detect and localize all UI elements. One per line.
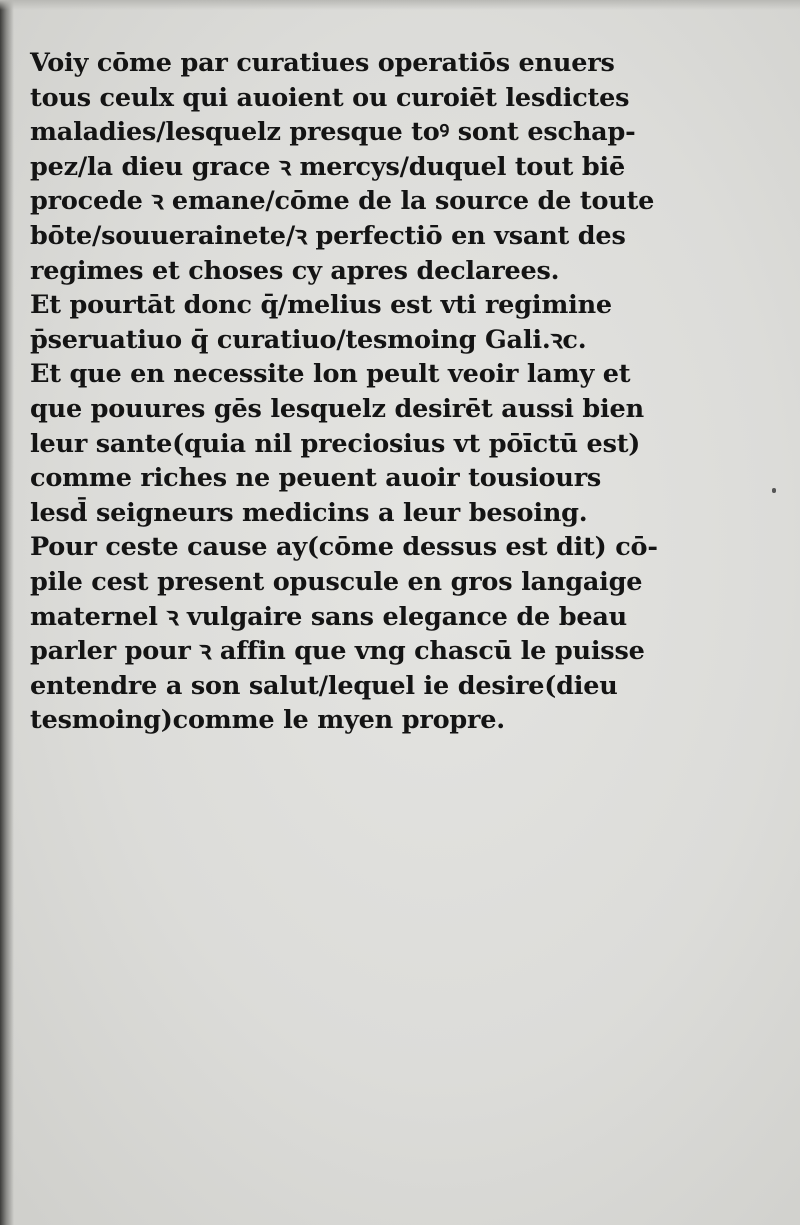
blackletter-text-block — [30, 46, 670, 738]
text-line: Et pourtāt donc q̄/melius est vti regimine — [30, 290, 612, 321]
text-line: que pouures gēs lesquelz desirēt aussi bien — [30, 393, 644, 424]
ink-speck — [772, 488, 776, 493]
text-line: pile cest present opuscule en gros langaige — [30, 566, 643, 597]
text-line: Et que en necessite lon peult veoir lamy et — [30, 359, 631, 390]
binding-shadow — [0, 0, 14, 1225]
text-line: p̄seruatiuo q̄ curatiuo/tesmoing Gali.ꝛc. — [30, 324, 587, 355]
text-line: tous ceulx qui auoient ou curoiēt lesdictes — [30, 82, 630, 113]
text-line: maternel ꝛ vulgaire sans elegance de beau — [30, 601, 628, 632]
text-line: procede ꝛ emane/cōme de la source de toute — [30, 186, 655, 217]
text-line: regimes et choses cy apres declarees. — [30, 255, 560, 286]
text-line: comme riches ne peuent auoir tousiours — [30, 463, 602, 494]
text-line: bōte/souuerainete/ꝛ perfectiō en vsant des — [30, 220, 626, 251]
text-line: Pour ceste cause ay(cōme dessus est dit) cō- — [30, 532, 658, 563]
page-top-edge — [0, 0, 800, 10]
text-line: lesd̄ seigneurs medicins a leur besoing. — [30, 497, 588, 528]
text-line: Voiy cōme par curatiues operatiōs enuers — [30, 48, 615, 78]
text-line: pez/la dieu grace ꝛ mercys/duquel tout biē — [30, 151, 625, 182]
text-line: maladies/lesquelz presque toꝰ sont eschap- — [30, 117, 636, 148]
text-line: parler pour ꝛ affin que vng chascū le puisse — [30, 636, 645, 667]
text-line: entendre a son salut/lequel ie desire(dieu — [30, 670, 618, 701]
text-line: leur sante(quia nil preciosius vt pōīctū est) — [30, 428, 641, 459]
text-line: tesmoing)comme le myen propre. — [30, 705, 505, 736]
